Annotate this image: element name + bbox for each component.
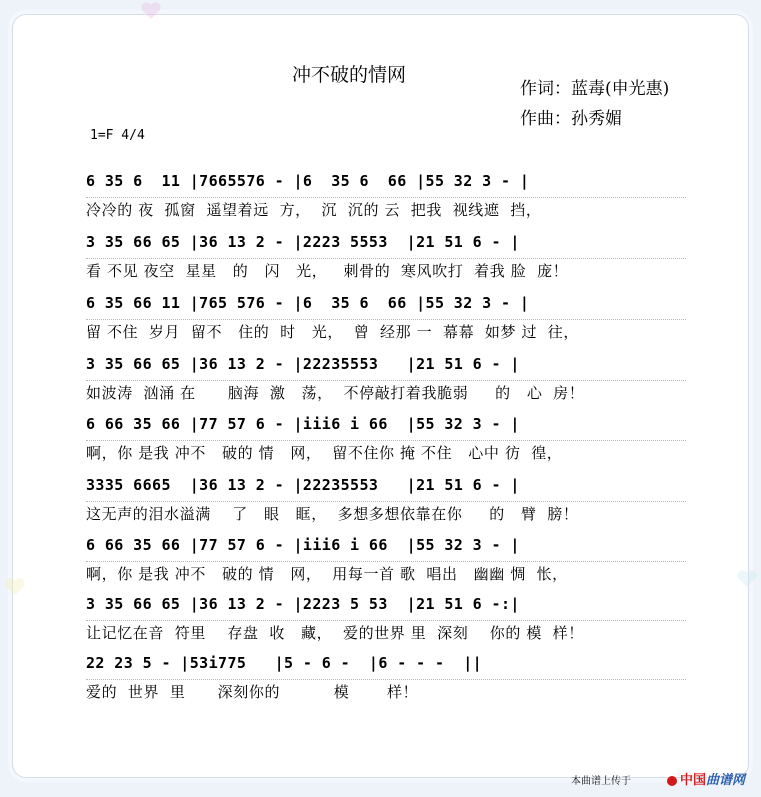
- lyric-line: 留 不住 岁月 留不 住的 时 光， 曾 经那 一 幕幕 如梦 过 往，: [86, 323, 580, 341]
- lyric-line: 让记忆在音 符里 存盘 收 藏， 爱的世界 里 深刻 你的 模 样！: [86, 624, 584, 642]
- heart-decoration-icon: [736, 570, 758, 588]
- score-row: [86, 233, 696, 289]
- lyric-line: 冷冷的 夜 孤窗 遥望着远 方， 沉 沉的 云 把我 视线遮 挡，: [86, 201, 542, 219]
- note-underline: [86, 440, 686, 441]
- site-logo[interactable]: [667, 769, 745, 788]
- composer: 作曲：孙秀媚: [520, 109, 622, 129]
- score-row: [86, 355, 696, 411]
- note-underline: [86, 319, 686, 320]
- key-signature: 1=F 4/4: [90, 128, 145, 143]
- lyric-line: 如波涛 汹涌 在 脑海 激 荡， 不停敲打着我脆弱 的 心 房！: [86, 384, 585, 402]
- note-line: 3335 6665 |36 13 2 - |22235553 |21 51 6 - |: [86, 476, 520, 494]
- note-underline: [86, 197, 686, 198]
- note-line: 6 66 35 66 |77 57 6 - |iii6 i 66 |55 32 3 - |: [86, 536, 520, 554]
- logo-text-blue: 曲谱网: [706, 773, 746, 788]
- logo-text-red: 中国: [680, 773, 707, 788]
- lyricist: 作词：蓝毒(申光惠): [520, 79, 670, 99]
- song-title: 冲不破的情网: [292, 64, 407, 86]
- credits: [520, 74, 669, 134]
- score-row: [86, 476, 696, 532]
- note-underline: [86, 380, 686, 381]
- note-line: 6 35 6 11 |7665576 - |6 35 6 66 |55 32 3 - |: [86, 172, 530, 190]
- score-row: [86, 294, 696, 350]
- note-line: 6 35 66 11 |765 576 - |6 35 6 66 |55 32 3 - |: [86, 294, 530, 312]
- upload-note: 本曲谱上传于: [571, 776, 631, 787]
- lyric-line: 看 不见 夜空 星星 的 闪 光， 刺骨的 寒风吹打 着我 脸 庞！: [86, 262, 569, 280]
- score-row: [86, 172, 696, 228]
- note-underline: [86, 501, 686, 502]
- score-row: [86, 595, 696, 651]
- lyric-line: 这无声的泪水溢满 了 眼 眶， 多想多想依靠在你 的 臂 膀！: [86, 505, 579, 523]
- note-line: 3 35 66 65 |36 13 2 - |22235553 |21 51 6 - |: [86, 355, 520, 373]
- lyric-line: 啊，你 是我 冲不 破的 情 网， 留不住你 掩 不住 心中 彷 徨，: [86, 444, 563, 462]
- note-line: 3 35 66 65 |36 13 2 - |2223 5 53 |21 51 6 -:|: [86, 595, 520, 613]
- note-line: 6 66 35 66 |77 57 6 - |iii6 i 66 |55 32 3 - |: [86, 415, 520, 433]
- score-row: [86, 415, 696, 471]
- score-row: [86, 654, 696, 710]
- logo-mark-icon: [667, 776, 677, 786]
- note-line: 3 35 66 65 |36 13 2 - |2223 5553 |21 51 6 - |: [86, 233, 520, 251]
- lyric-line: 啊，你 是我 冲不 破的 情 网， 用每一首 歌 唱出 幽幽 惆 怅，: [86, 565, 568, 583]
- note-underline: [86, 561, 686, 562]
- note-underline: [86, 620, 686, 621]
- heart-decoration-icon: [140, 2, 162, 20]
- note-line: 22 23 5 - |53i775 |5 - 6 - |6 - - - ||: [86, 654, 483, 672]
- note-underline: [86, 258, 686, 259]
- lyric-line: 爱的 世界 里 深刻你的 模 样！: [86, 683, 419, 701]
- score-row: [86, 536, 696, 592]
- heart-decoration-icon: [4, 578, 26, 596]
- note-underline: [86, 679, 686, 680]
